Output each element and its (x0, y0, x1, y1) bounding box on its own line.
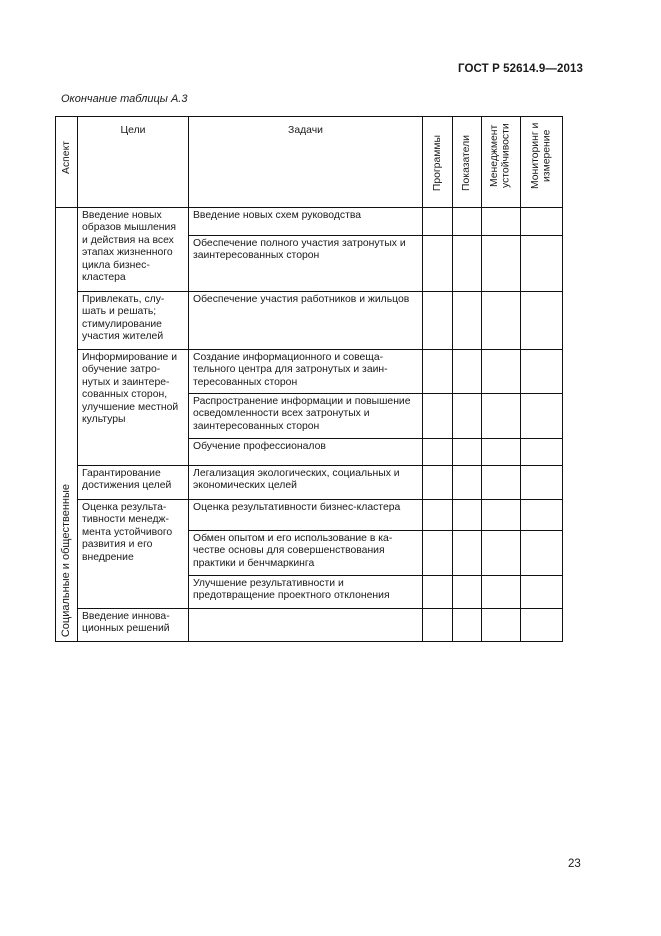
mark-cell (423, 236, 453, 292)
header-indicators: Показатели (453, 117, 482, 208)
goal-cell: Информирование и обучение затронутых и заинтересованных сторон, улучшение местной культуры (78, 350, 189, 466)
task-cell: Обучение профессионалов (189, 439, 423, 466)
mark-cell (482, 236, 521, 292)
goal-cell: Привлекать, слушать и решать; стимулирование участия жителей (78, 292, 189, 350)
mark-cell (482, 466, 521, 500)
mark-cell (453, 236, 482, 292)
header-aspect: Аспект (56, 117, 78, 208)
document-code: ГОСТ Р 52614.9—2013 (458, 63, 583, 75)
table-row (56, 609, 563, 642)
mark-cell (482, 576, 521, 609)
table-row (56, 292, 563, 350)
header-programs: Программы (423, 117, 453, 208)
mark-cell (521, 208, 563, 236)
goal-cell: Оценка результативности менеджмента устойчивого развития и его внедрение (78, 500, 189, 609)
task-cell (189, 609, 423, 642)
header-tasks: Задачи (189, 117, 423, 208)
task-cell: Создание информационного и совещательного центра для затронутых и заинтересованных сторон (189, 350, 423, 394)
mark-cell (521, 394, 563, 439)
mark-cell (423, 439, 453, 466)
mark-cell (453, 350, 482, 394)
mark-cell (482, 439, 521, 466)
mark-cell (521, 466, 563, 500)
goal-cell: Введение инновационных решений (78, 609, 189, 642)
mark-cell (482, 292, 521, 350)
aspect-cell: Социальные и общественные (56, 208, 78, 642)
table-header-row (56, 117, 563, 208)
mark-cell (423, 531, 453, 576)
mark-cell (482, 609, 521, 642)
mark-cell (482, 208, 521, 236)
table-row (56, 350, 563, 394)
mark-cell (453, 394, 482, 439)
table-row (56, 500, 563, 531)
mark-cell (453, 292, 482, 350)
table-row (56, 466, 563, 500)
mark-cell (423, 292, 453, 350)
mark-cell (482, 350, 521, 394)
mark-cell (453, 609, 482, 642)
mark-cell (521, 350, 563, 394)
goal-cell: Гарантирование достижения целей (78, 466, 189, 500)
page-number: 23 (568, 858, 581, 870)
task-cell: Обеспечение полного участия затронутых и заинтересованных сторон (189, 236, 423, 292)
mark-cell (423, 466, 453, 500)
header-management: Менеджмент устойчивости (482, 117, 521, 208)
mark-cell (521, 576, 563, 609)
mark-cell (521, 531, 563, 576)
mark-cell (423, 350, 453, 394)
mark-cell (423, 500, 453, 531)
mark-cell (423, 576, 453, 609)
mark-cell (423, 394, 453, 439)
mark-cell (482, 394, 521, 439)
task-cell: Введение новых схем руководства (189, 208, 423, 236)
mark-cell (521, 292, 563, 350)
mark-cell (423, 208, 453, 236)
task-cell: Обмен опытом и его использование в качестве основы для совершенствования практики и бенчмаркинга (189, 531, 423, 576)
mark-cell (423, 609, 453, 642)
task-cell: Улучшение результативности и предотвращение проектного отклонения (189, 576, 423, 609)
mark-cell (521, 236, 563, 292)
task-cell: Распространение информации и повышение осведомленности всех затронутых и заинтересованных сторон (189, 394, 423, 439)
mark-cell (521, 500, 563, 531)
task-cell: Оценка результативности бизнес-кластера (189, 500, 423, 531)
task-cell: Обеспечение участия работников и жильцов (189, 292, 423, 350)
mark-cell (521, 439, 563, 466)
mark-cell (453, 531, 482, 576)
header-monitoring: Мониторинг и измерение (521, 117, 563, 208)
task-cell: Легализация экологических, социальных и экономических целей (189, 466, 423, 500)
mark-cell (453, 439, 482, 466)
header-goals: Цели (78, 117, 189, 208)
mark-cell (453, 208, 482, 236)
table-row (56, 208, 563, 236)
mark-cell (482, 531, 521, 576)
mark-cell (453, 500, 482, 531)
table-caption: Окончание таблицы А.3 (61, 93, 188, 105)
mark-cell (482, 500, 521, 531)
goal-cell: Введение новых образов мышления и действия на всех этапах жизненного цикла бизнес-кластера (78, 208, 189, 292)
mark-cell (521, 609, 563, 642)
mark-cell (453, 576, 482, 609)
goals-tasks-table (55, 116, 563, 642)
mark-cell (453, 466, 482, 500)
